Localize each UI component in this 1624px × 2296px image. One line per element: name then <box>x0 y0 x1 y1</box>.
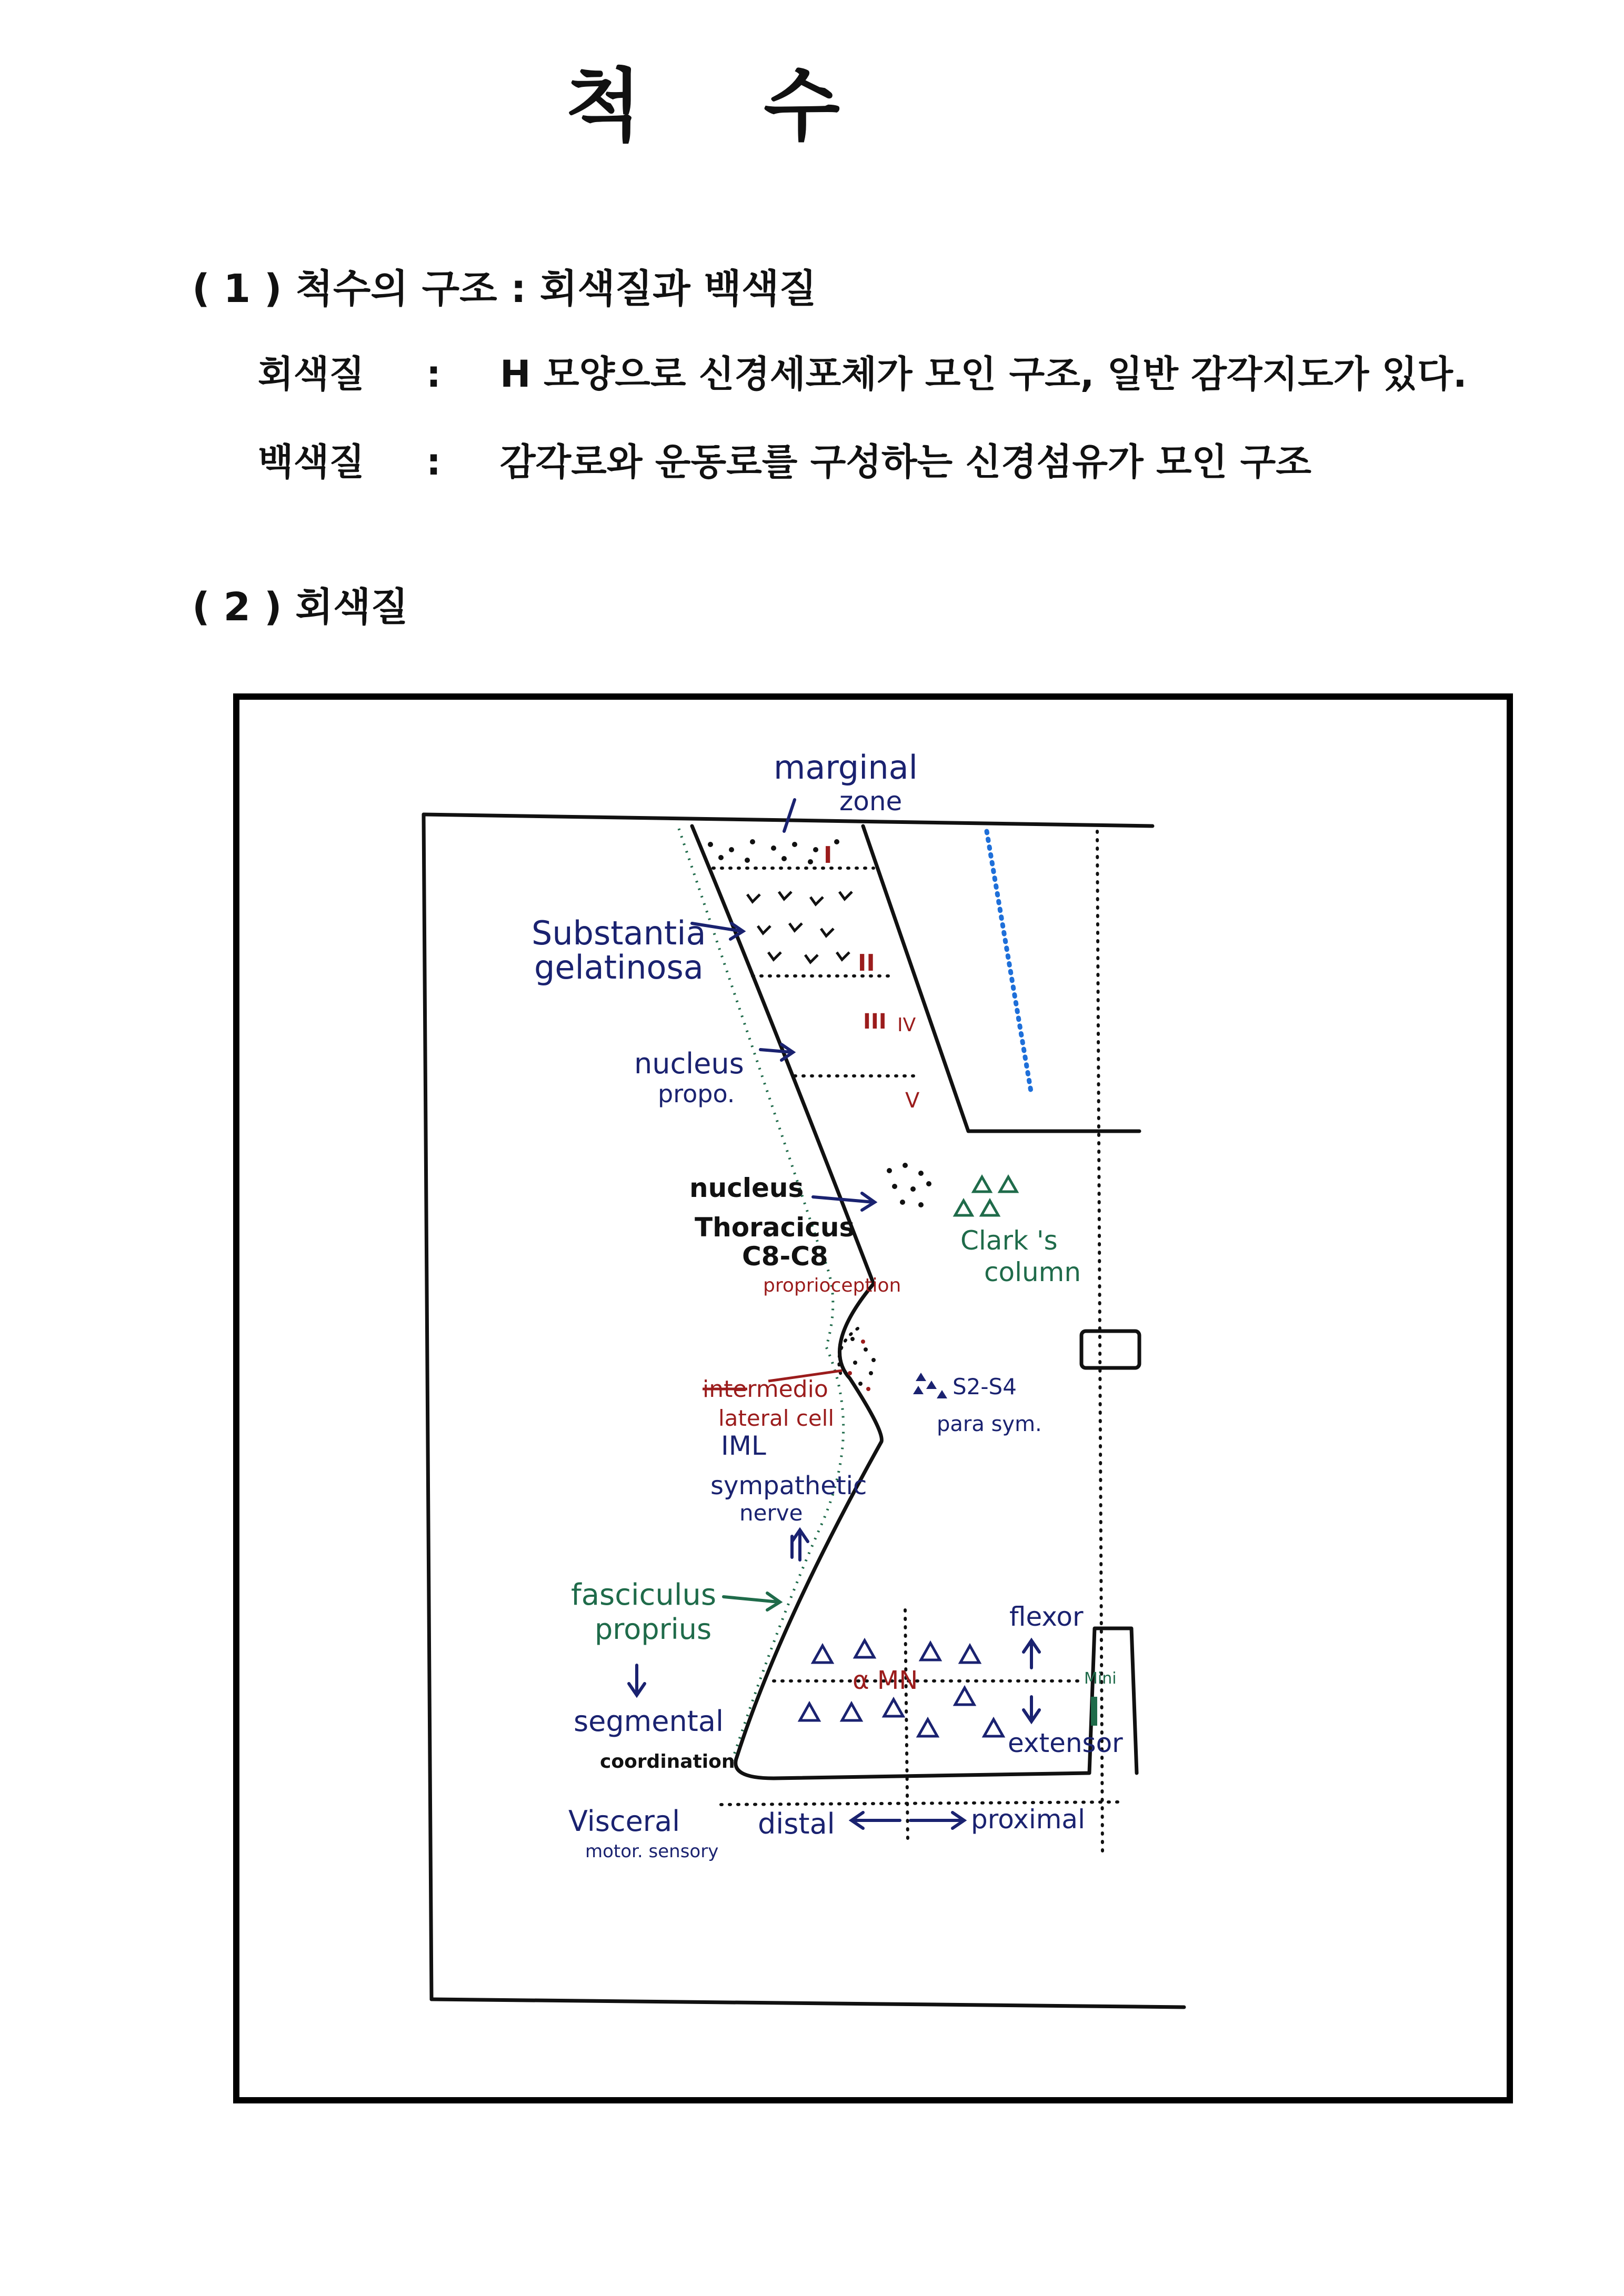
row-colon: : <box>426 353 441 396</box>
label-intermedio: intermedio <box>703 1376 828 1403</box>
label-c8: C8-C8 <box>742 1241 828 1272</box>
cord-outline <box>432 1999 1184 2007</box>
white-matter-text: 감각로와 운동로를 구성하는 신경섬유가 모인 구조 <box>500 440 1311 484</box>
gray-matter-text: H 모양으로 신경세포체가 모인 구조, 일반 감각지도가 있다. <box>500 353 1467 396</box>
row-colon: : <box>426 440 441 484</box>
label-clarks: Clark 's <box>960 1225 1058 1256</box>
label-coordination: coordination <box>600 1751 735 1773</box>
label-proprioception: proprioception <box>763 1275 901 1296</box>
label-substantia: Substantia <box>532 914 706 952</box>
label-nucleus-thoracicus: nucleus <box>689 1173 804 1203</box>
section-1-heading: ( 1 ) 척수의 구조 : 회색질과 백색질 <box>192 266 817 311</box>
cord-outline <box>424 814 432 1999</box>
blue-dotted-line <box>987 831 1031 1094</box>
label-fasciculus: fasciculus <box>571 1578 717 1612</box>
label-distal: distal <box>758 1807 835 1840</box>
label-marginal: marginal <box>774 748 918 787</box>
lamina-IV: IV <box>897 1014 916 1036</box>
label-column: column <box>984 1257 1081 1287</box>
label-visceral: Visceral <box>568 1805 680 1838</box>
section-2-heading: ( 2 ) 회색질 <box>192 585 408 630</box>
label-thoracicus: Thoracicus <box>695 1212 855 1243</box>
label-amn: α MN <box>853 1666 918 1695</box>
label-extensor: extensor <box>1008 1728 1123 1758</box>
lamina-II: II <box>858 950 875 976</box>
label-nucleus-propo: nucleus <box>634 1047 744 1080</box>
label-proximal: proximal <box>971 1804 1085 1835</box>
dorsal-horn-outline <box>692 826 1137 1778</box>
label-sympathetic: sympathetic <box>710 1471 867 1501</box>
page-title: 척 수 <box>565 61 888 152</box>
central-canal <box>1081 1331 1139 1368</box>
gray-matter-label: 회색질 <box>258 353 365 396</box>
label-iml: IML <box>721 1431 766 1461</box>
label-lateral-cell: lateral cell <box>718 1405 835 1431</box>
label-flexor: flexor <box>1009 1602 1084 1632</box>
lamina-V: V <box>905 1089 920 1113</box>
lamina-III: III <box>863 1010 887 1034</box>
label-propo: propo. <box>658 1080 735 1108</box>
white-matter-label: 백색질 <box>258 440 365 484</box>
label-mini: Mini <box>1084 1669 1117 1688</box>
label-segmental: segmental <box>574 1705 724 1738</box>
label-parasym: para sym. <box>937 1412 1042 1436</box>
label-nerve: nerve <box>739 1500 803 1526</box>
label-s2s4: S2-S4 <box>953 1374 1017 1399</box>
label-proprius: proprius <box>595 1613 712 1646</box>
label-motor-sensory: motor. sensory <box>585 1841 719 1862</box>
label-zone: zone <box>839 786 903 817</box>
label-gelatinosa: gelatinosa <box>534 948 704 986</box>
lamina-I: I <box>824 842 833 869</box>
